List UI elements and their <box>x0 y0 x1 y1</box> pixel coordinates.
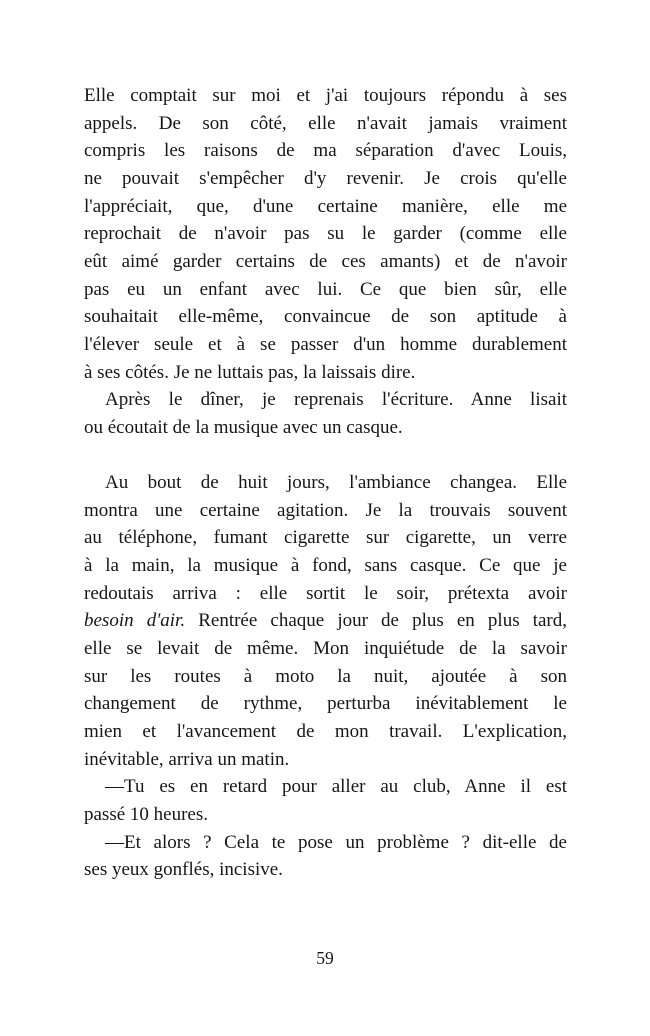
text-line <box>84 248 567 276</box>
text-segment: changement de rythme, perturba inévitablement le <box>84 693 567 715</box>
text-segment: ses yeux gonflés, incisive. <box>84 859 283 881</box>
text-segment: mien et l'avancement de mon travail. L'explication, <box>84 721 567 743</box>
text-line <box>84 137 567 165</box>
text-line <box>84 718 567 746</box>
text-segment: appels. De son côté, elle n'avait jamais vraiment <box>84 112 567 134</box>
text-line <box>84 746 567 774</box>
text-segment: inévitable, arriva un matin. <box>84 748 290 770</box>
text-line <box>84 552 567 580</box>
text-segment: l'élever seule et à se passer d'un homme durablement <box>84 333 567 355</box>
text-line <box>84 303 567 331</box>
text-line <box>84 414 567 442</box>
text-segment: montra une certaine agitation. Je la trouvais souvent <box>84 499 567 521</box>
text-segment: à ses côtés. Je ne luttais pas, la laissais dire. <box>84 361 416 383</box>
text-line <box>84 607 567 635</box>
text-segment: au téléphone, fumant cigarette sur cigarette, un verre <box>84 527 567 549</box>
text-line <box>84 165 567 193</box>
paragraph <box>84 829 567 884</box>
text-line <box>84 524 567 552</box>
text-line <box>84 331 567 359</box>
text-segment: Rentrée chaque jour de plus en plus tard, <box>185 610 567 632</box>
text-line <box>84 220 567 248</box>
text-line <box>84 856 567 884</box>
text-segment: pas eu un enfant avec lui. Ce que bien sûr, elle <box>84 278 567 300</box>
text-segment: eût aimé garder certains de ces amants) et de n'avoir <box>84 250 567 272</box>
text-segment: l'appréciait, que, d'une certaine manière, elle me <box>84 195 567 217</box>
text-segment: Après le dîner, je reprenais l'écriture. Anne lisait <box>105 389 567 411</box>
text-segment: compris les raisons de ma séparation d'avec Louis, <box>84 140 567 162</box>
text-segment: Au bout de huit jours, l'ambiance changea. Elle <box>105 472 567 494</box>
text-line <box>84 773 567 801</box>
text-line <box>84 469 567 497</box>
text-line <box>84 359 567 387</box>
paragraph <box>84 386 567 441</box>
paragraph <box>84 469 567 773</box>
text-block <box>84 82 567 884</box>
text-segment: sur les routes à moto la nuit, ajoutée à son <box>84 665 567 687</box>
text-segment: elle se levait de même. Mon inquiétude de la savoir <box>84 638 567 660</box>
text-segment: —Tu es en retard pour aller au club, Anne il est <box>105 776 567 798</box>
text-line <box>84 110 567 138</box>
italic-text: besoin d'air. <box>84 610 186 632</box>
text-segment: redoutais arriva : elle sortit le soir, prétexta avoir <box>84 582 567 604</box>
text-line <box>84 580 567 608</box>
text-line <box>84 829 567 857</box>
text-line <box>84 663 567 691</box>
text-segment: souhaitait elle-même, convaincue de son aptitude à <box>84 306 567 328</box>
paragraph <box>84 773 567 828</box>
text-segment: reprochait de n'avoir pas su le garder (comme elle <box>84 223 567 245</box>
text-line <box>84 635 567 663</box>
text-segment: passé 10 heures. <box>84 804 208 826</box>
text-line <box>84 276 567 304</box>
text-segment: Elle comptait sur moi et j'ai toujours répondu à ses <box>84 85 567 106</box>
text-segment: ou écoutait de la musique avec un casque. <box>84 416 403 438</box>
paragraph <box>84 82 567 386</box>
text-line <box>84 497 567 525</box>
text-line <box>84 801 567 829</box>
text-segment: à la main, la musique à fond, sans casque. Ce que je <box>84 555 567 577</box>
text-line <box>84 386 567 414</box>
text-line <box>84 690 567 718</box>
text-line <box>84 82 567 110</box>
text-segment: —Et alors ? Cela te pose un problème ? dit-elle de <box>105 831 567 853</box>
text-line <box>84 193 567 221</box>
text-segment: ne pouvait s'empêcher d'y revenir. Je crois qu'elle <box>84 167 567 189</box>
page-number: 59 <box>316 948 334 968</box>
